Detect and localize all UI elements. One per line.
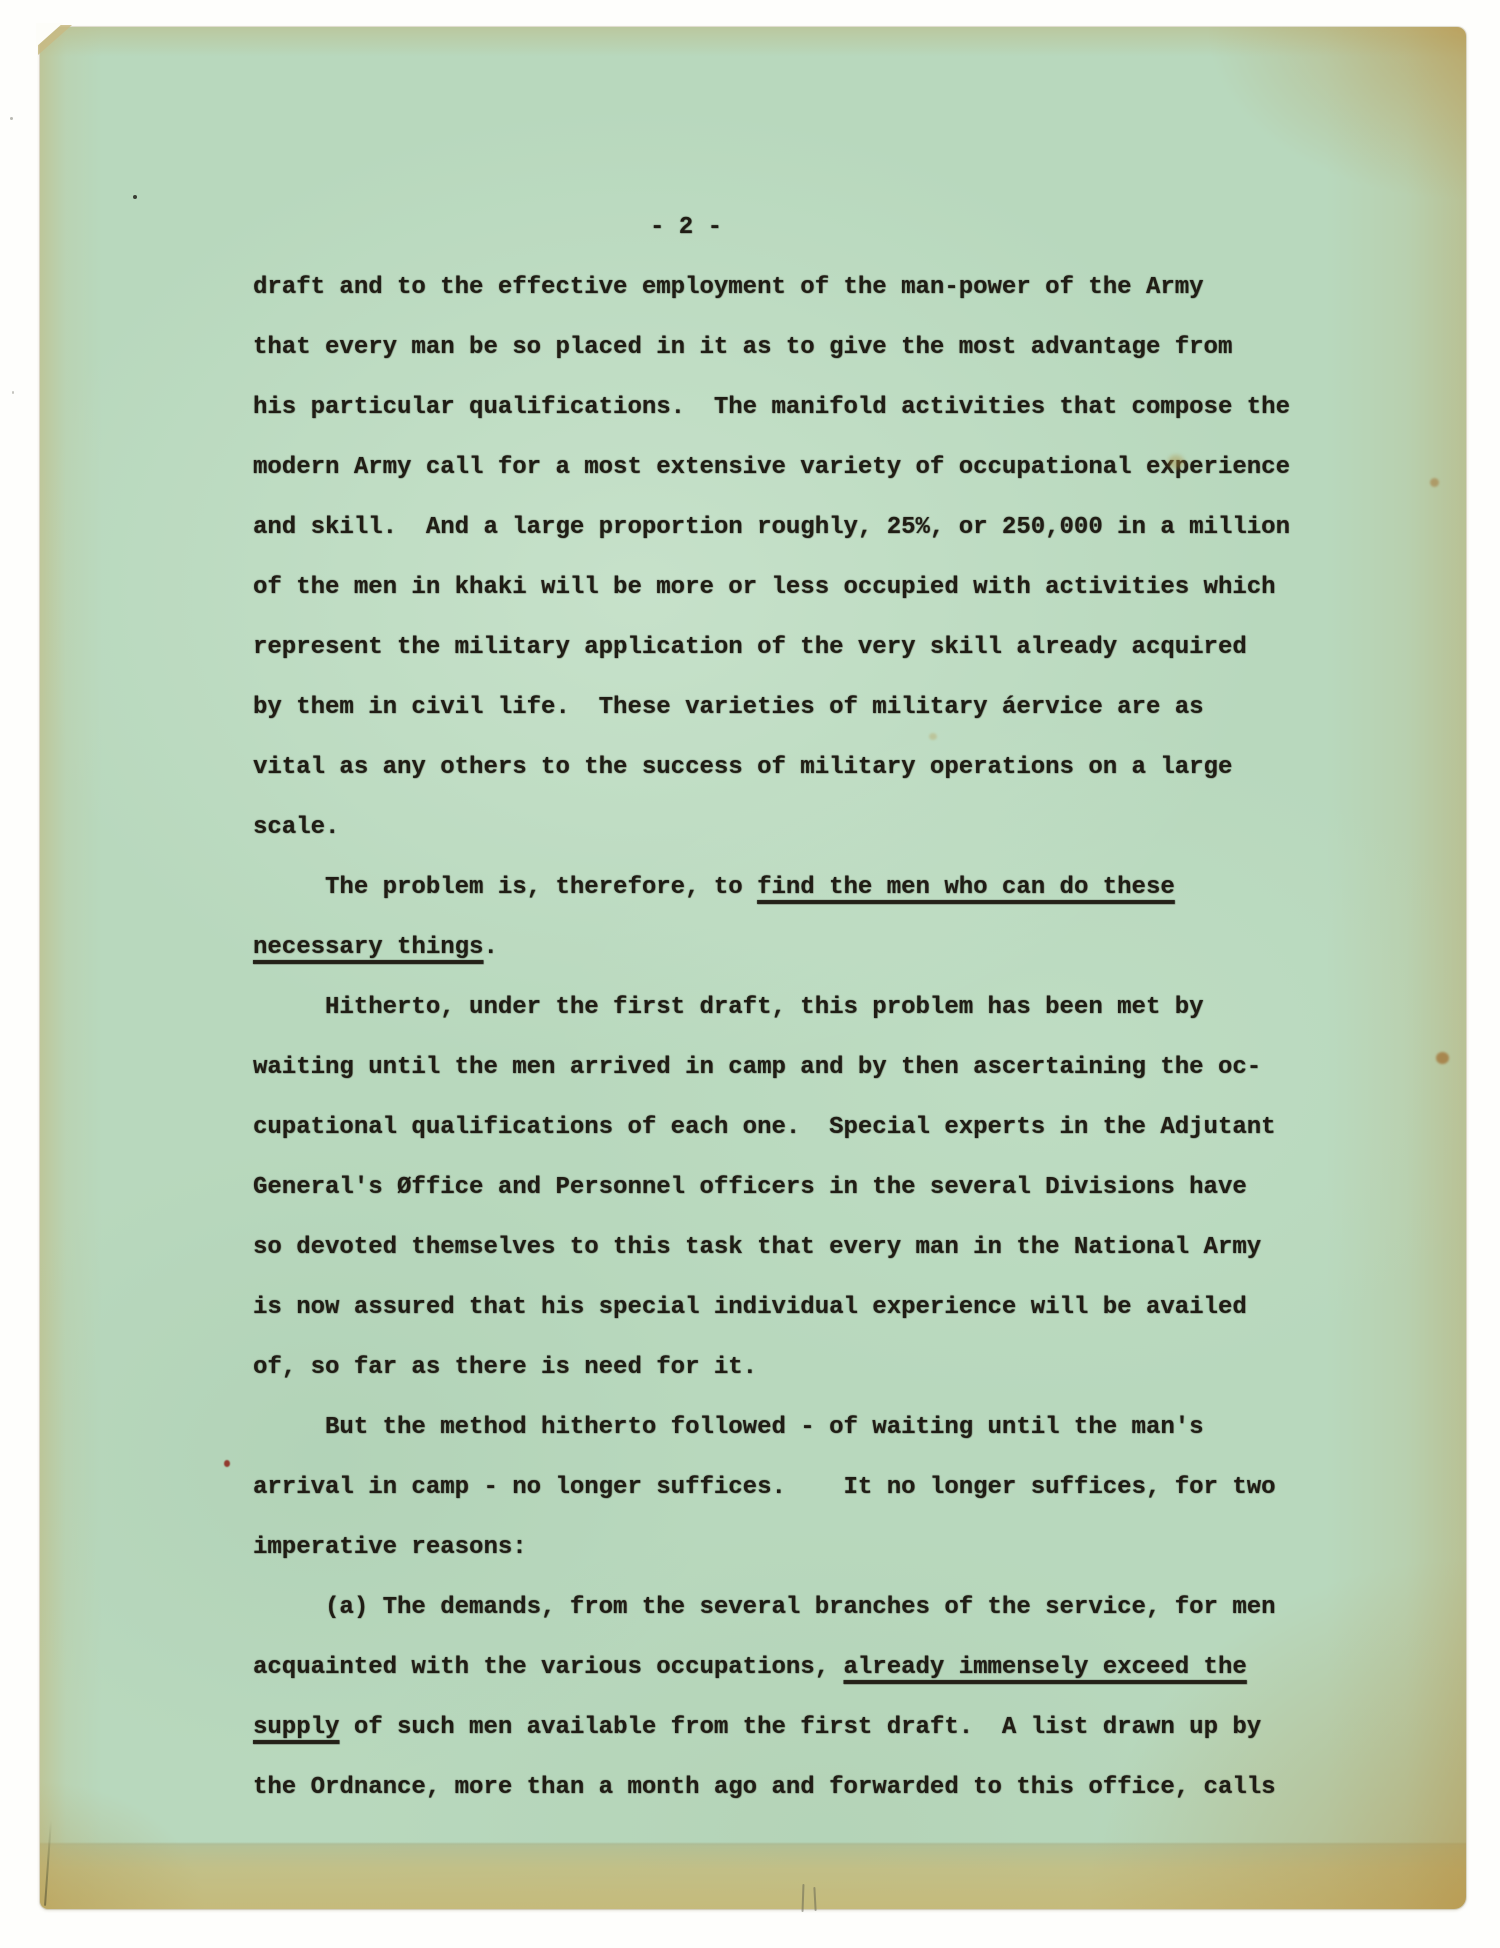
text-line: imperative reasons:	[253, 1534, 527, 1561]
corner-fold	[36, 23, 63, 47]
text-line: waiting until the men arrived in camp and by then ascertaining the oc-	[253, 1054, 1262, 1081]
text-line: arrival in camp - no longer suffices. It no longer suffices, for two	[253, 1474, 1276, 1501]
paper-stain	[1436, 1052, 1449, 1064]
text-line: of the men in khaki will be more or less occupied with activities which	[253, 574, 1276, 601]
paper-stain	[1430, 478, 1439, 487]
text-line: draft and to the effective employment of the man-power of the Army	[253, 274, 1204, 301]
text-line: (a) The demands, from the several branches of the service, for men	[253, 1594, 1276, 1621]
red-ink-speck	[224, 1460, 230, 1467]
text-line: Hitherto, under the first draft, this problem has been met by	[253, 994, 1204, 1021]
text-line: modern Army call for a most extensive variety of occupational experience	[253, 454, 1290, 481]
text-line: is now assured that his special individual experience will be availed	[253, 1294, 1247, 1321]
paper-speck	[133, 195, 137, 199]
text-line: necessary things.	[253, 934, 498, 961]
paper-stain	[1168, 455, 1184, 469]
text-line: and skill. And a large proportion roughly, 25%, or 250,000 in a million	[253, 514, 1290, 541]
margin-speck	[12, 391, 14, 394]
text-line: vital as any others to the success of military operations on a large	[253, 754, 1233, 781]
text-line: of, so far as there is need for it.	[253, 1354, 758, 1381]
bottom-left-crease	[44, 1820, 52, 1906]
text-line: The problem is, therefore, to find the men who can do these	[253, 874, 1175, 901]
document-lines	[253, 258, 1393, 1818]
text-line: the Ordnance, more than a month ago and forwarded to this office, calls	[253, 1774, 1276, 1801]
text-line: his particular qualifications. The manifold activities that compose the	[253, 394, 1290, 421]
margin-speck	[10, 117, 13, 120]
paper-stain	[929, 733, 937, 740]
text-line: But the method hitherto followed - of waiting until the man's	[253, 1414, 1204, 1441]
text-line: General's Øffice and Personnel officers in the several Divisions have	[253, 1174, 1247, 1201]
document-text	[253, 198, 1393, 1818]
text-line: supply of such men available from the first draft. A list drawn up by	[253, 1714, 1262, 1741]
text-line: that every man be so placed in it as to give the most advantage from	[253, 334, 1233, 361]
text-line: acquainted with the various occupations, already immensely exceed the	[253, 1654, 1247, 1681]
page-number: - 2 -	[650, 214, 723, 241]
text-line: scale.	[253, 814, 340, 841]
text-line: by them in civil life. These varieties of military áervice are as	[253, 694, 1204, 721]
text-line: cupational qualifications of each one. Special experts in the Adjutant	[253, 1114, 1276, 1141]
text-line: so devoted themselves to this task that every man in the National Army	[253, 1234, 1262, 1261]
text-line: represent the military application of the very skill already acquired	[253, 634, 1247, 661]
